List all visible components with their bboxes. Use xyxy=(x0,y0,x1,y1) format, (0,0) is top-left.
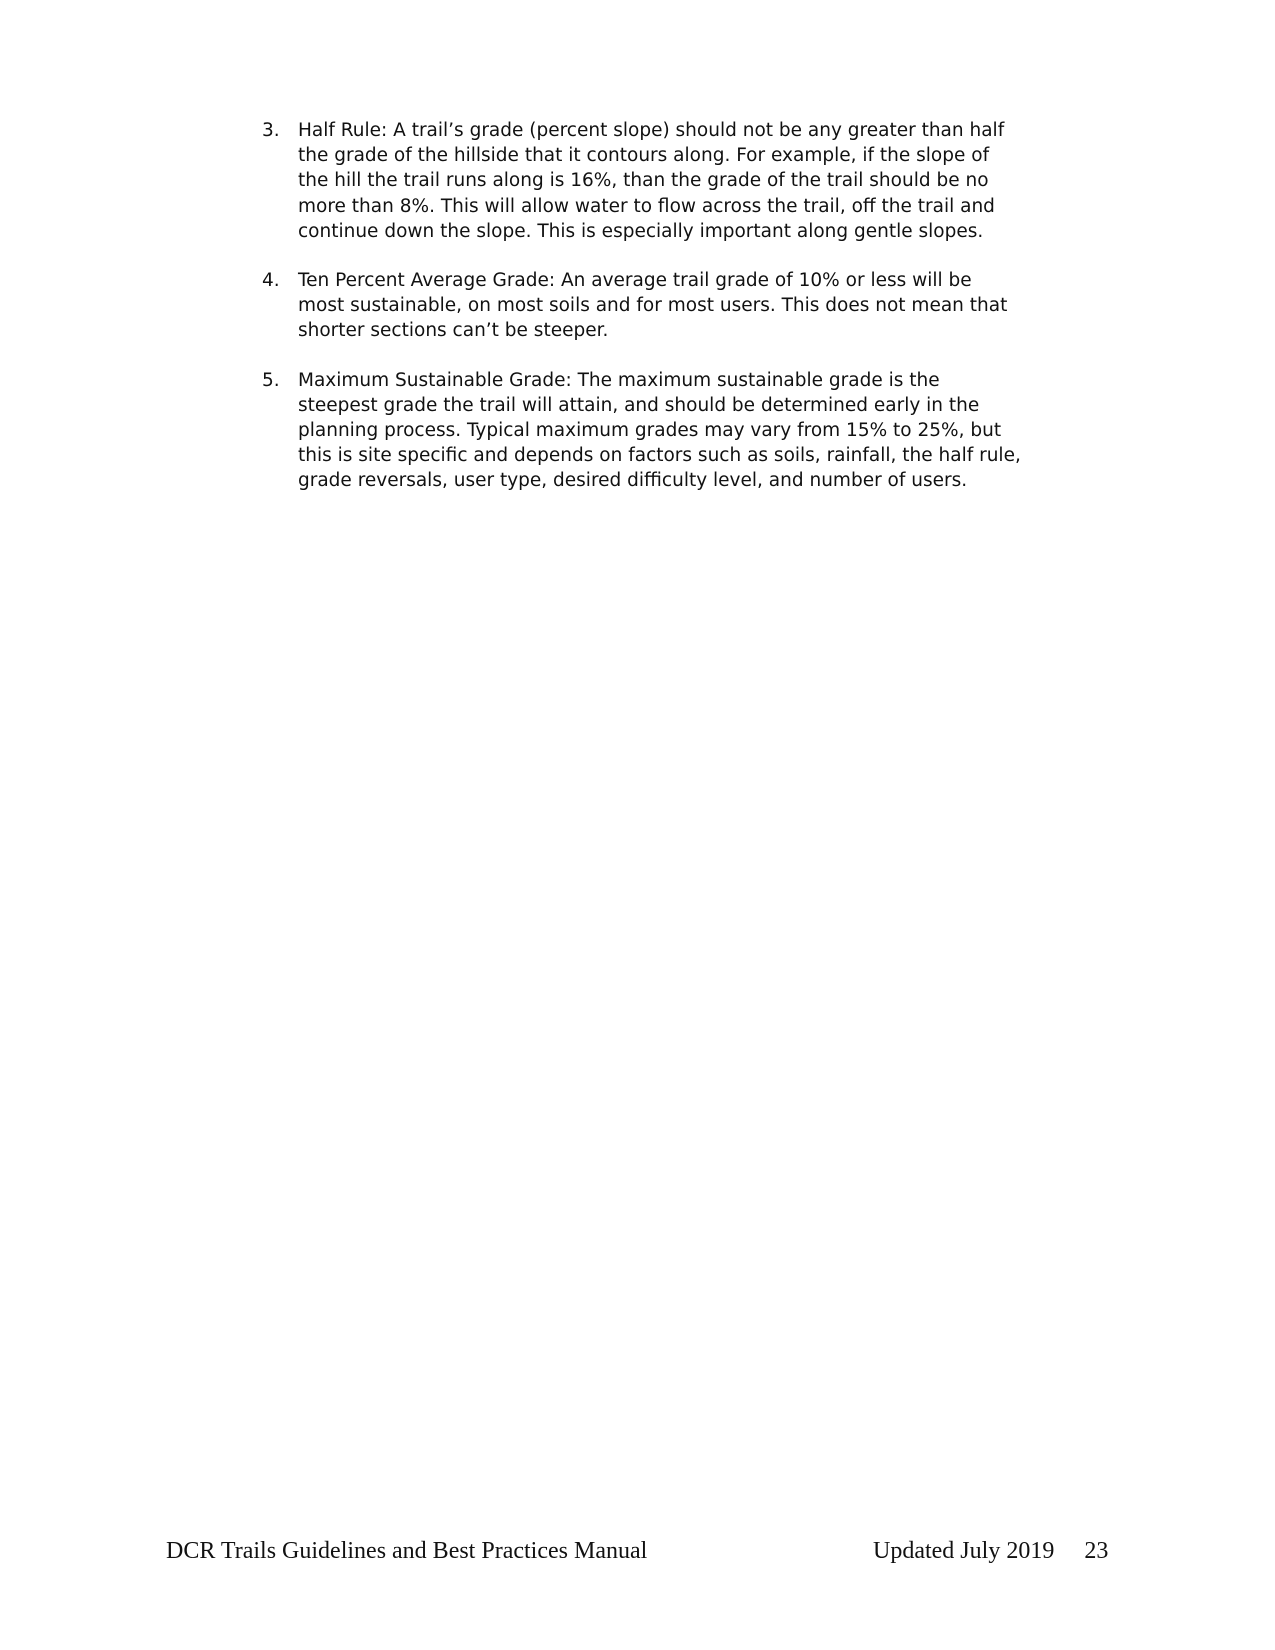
list-item-number: 3. xyxy=(262,120,280,141)
list-item-text: Maximum Sustainable Grade: The maximum sustainable grade is the steepest grade the trail will attain, and should be determined early in the planning process. Typical maximum grades may vary from 15% to 25%, but this is site specific and depends on factors such as soils, rainfall, the half rule, grade reversals, user type, desired difficulty level, and number of users. xyxy=(298,369,1021,492)
footer-meta xyxy=(873,1538,1108,1565)
footer-updated: Updated July 2019 xyxy=(873,1538,1055,1564)
list-item-text: Half Rule: A trail’s grade (percent slope) should not be any greater than half the grade of the hillside that it contours along. For example, if the slope of the hill the trail runs along is 16%, than the grade of the trail should be no more than 8%. This will allow water to flow across the trail, off the trail and continue down the slope. This is especially important along gentle slopes. xyxy=(298,120,1005,242)
list-item-number: 4. xyxy=(262,270,280,292)
footer-title: DCR Trails Guidelines and Best Practices Manual xyxy=(166,1538,648,1564)
list-item-text: Ten Percent Average Grade: An average trail grade of 10% or less will be most sustainable, on most soils and for most users. This does not mean that shorter sections can’t be steeper. xyxy=(298,270,1008,342)
list-item-max-sustainable-grade xyxy=(262,368,1122,494)
list-item-ten-percent-grade xyxy=(262,268,1122,344)
list-item-half-rule xyxy=(262,118,1122,244)
list-item-number: 5. xyxy=(262,369,280,391)
page-number: 23 xyxy=(1084,1538,1109,1564)
guideline-list xyxy=(262,118,1122,518)
